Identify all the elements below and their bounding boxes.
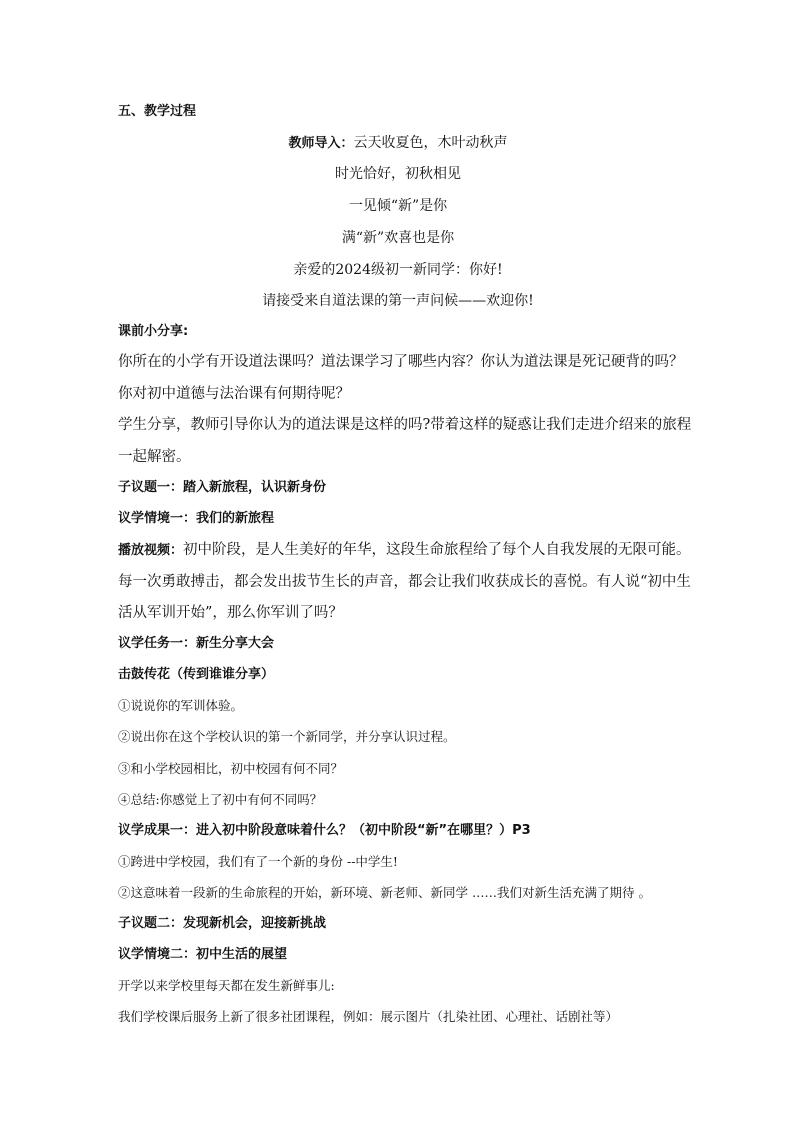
intro-line-3: 一见倾“新”是你	[348, 198, 448, 214]
intro-line-1-text: 云天收夏色，木叶动秋声	[353, 135, 508, 151]
pre-share-paragraph-2: 一起解密。	[118, 449, 191, 465]
pre-share-paragraph-1: 学生分享，教师引导你认为的道法课是这样的吗?带着这样的疑惑让我们走进介绍来的旅程	[118, 417, 692, 433]
intro-line-2: 时光恰好，初秋相见	[335, 166, 461, 182]
intro-line-6: 请接受来自道法课的第一声问候——欢迎你!	[262, 293, 534, 309]
video-line-2: 每一次勇敢搏击，都会发出拔节生长的声音，都会让我们收获成长的喜悦。有人说“初中生	[118, 574, 691, 590]
topic1-title: 子议题一：踏入新旅程，认识新身份	[118, 480, 327, 495]
task-item-2: ②说出你在这个学校认识的第一个新同学，并分享认识过程。	[118, 729, 456, 744]
topic1-game: 击鼓传花（传到谁谁分享）	[118, 667, 275, 682]
intro-line-4: 满“新”欢喜也是你	[341, 230, 455, 246]
pre-share-question-2: 你对初中道德与法治课有何期待呢？	[118, 386, 350, 402]
video-line-3: 活从军训开始”，那么你军训了吗？	[118, 605, 343, 621]
topic1-situation: 议学情境一：我们的新旅程	[118, 511, 275, 526]
topic2-situation: 议学情境二：初中生活的展望	[118, 947, 288, 962]
video-line-1	[118, 540, 691, 561]
topic1-result: 议学成果一：进入初中阶段意味着什么？（初中阶段“新”在哪里？）P3	[118, 823, 531, 838]
intro-label: 教师导入：	[288, 136, 354, 151]
topic1-task: 议学任务一：新生分享大会	[118, 636, 275, 651]
section-title: 五、教学过程	[118, 104, 197, 119]
topic2-title: 子议题二：发现新机会，迎接新挑战	[118, 916, 327, 931]
task-item-4: ④总结:你感觉上了初中有何不同吗？	[118, 792, 323, 807]
intro-line-5: 亲爱的2024级初一新同学：你好!	[293, 262, 503, 278]
topic2-paragraph-1: 开学以来学校里每天都在发生新鲜事儿:	[118, 978, 335, 993]
task-item-1: ①说说你的军训体验。	[118, 698, 244, 713]
video-line-1-text: 初中阶段，是人生美好的年华，这段生命旅程给了每个人自我发展的无限可能。	[183, 542, 691, 558]
result-item-1: ①跨进中学校园，我们有了一个新的身份 --中学生!	[118, 854, 398, 869]
topic2-paragraph-2: 我们学校课后服务上新了很多社团课程，例如：展示图片（扎染社团、心理社、话剧社等）	[118, 1009, 619, 1024]
pre-share-title: 课前小分享:	[118, 324, 189, 339]
result-item-2: ②这意味着一段新的生命旅程的开始，新环境、新老师、新同学 ……我们对新生活充满了期待 。	[118, 885, 651, 900]
pre-share-question-1: 你所在的小学有开设道法课吗？道法课学习了哪些内容？你认为道法课是死记硬背的吗？	[118, 354, 684, 370]
intro-line-1	[118, 133, 678, 154]
task-item-3: ③和小学校园相比，初中校园有何不同？	[118, 761, 344, 776]
video-label: 播放视频：	[118, 543, 184, 558]
